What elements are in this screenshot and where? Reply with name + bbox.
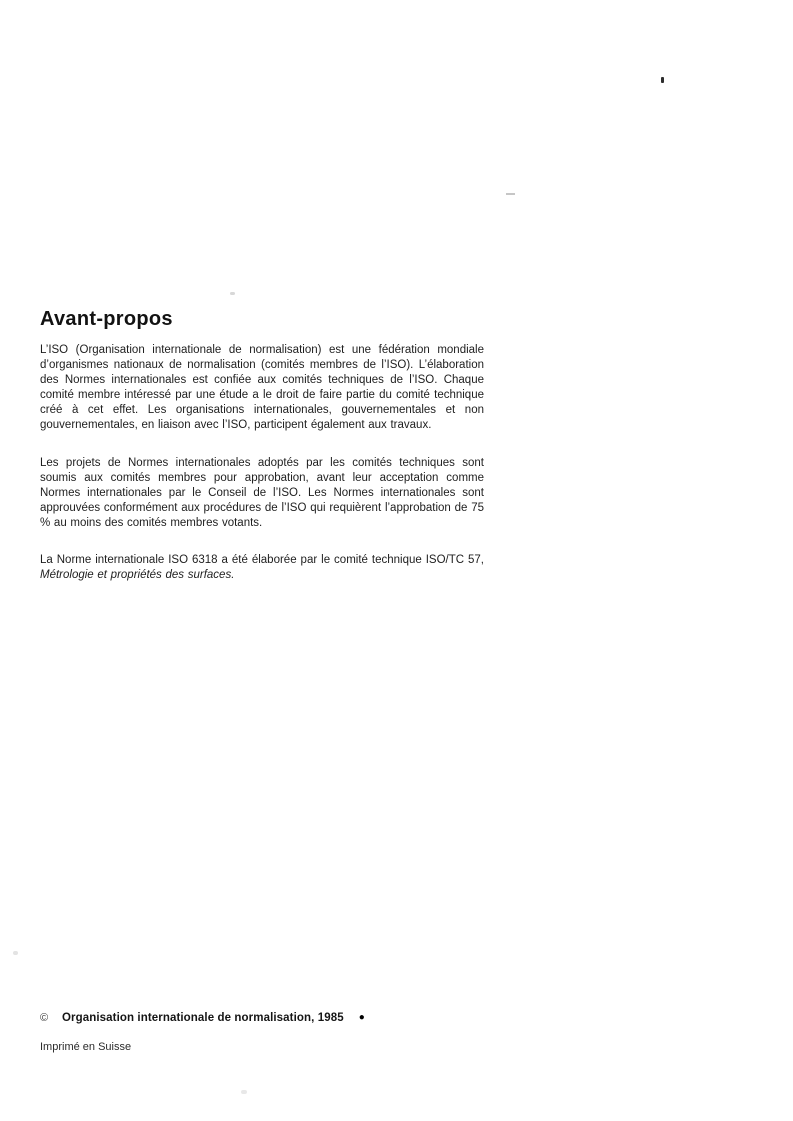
foreword-section: [40, 308, 484, 583]
paragraph-3-lead: La Norme internationale ISO 6318 a été élaborée par le comité technique ISO/TC 57,: [40, 554, 484, 566]
scan-speck-icon: [241, 1090, 247, 1094]
page-title: Avant-propos: [40, 308, 173, 330]
copyright-icon: ©: [40, 1012, 49, 1024]
foreword-paragraph-2: Les projets de Normes internationales adoptés par les comités techniques sont soumis aux comités membres pour approbation, avant leur acceptation comme Normes internationales par le Conseil de l’ISO. Les Normes internationales sont approuvées conformément aux procédures de l’ISO qui requièrent l’approbation de 75 % au moins des comités membres votants.: [40, 457, 484, 529]
scan-speck-icon: [13, 951, 18, 955]
scan-speck-icon: [661, 77, 664, 83]
imprint-line: Imprimé en Suisse: [40, 1041, 132, 1053]
scan-speck-icon: [506, 193, 515, 195]
committee-name-italic: Métrologie et propriétés des surfaces.: [40, 569, 235, 581]
copyright-line: [40, 1011, 365, 1025]
foreword-paragraph-1: L’ISO (Organisation internationale de normalisation) est une fédération mondiale d’organismes nationaux de normalisation (comités membres de l’ISO). L’élaboration des Normes internationales est confiée aux comités techniques de l’ISO. Chaque comité membre intéressé par une étude a le droit de faire partie du comité technique créé à cet effet. Les organisations internationales, gouvernementales et non gouvernementales, en liaison avec l’ISO, participent également aux travaux.: [40, 344, 484, 431]
foreword-paragraph-3: [40, 553, 484, 583]
scan-speck-icon: [230, 292, 235, 295]
copyright-text: Organisation internationale de normalisation, 1985: [62, 1012, 344, 1024]
bullet-dot-icon: ●: [358, 1012, 365, 1023]
